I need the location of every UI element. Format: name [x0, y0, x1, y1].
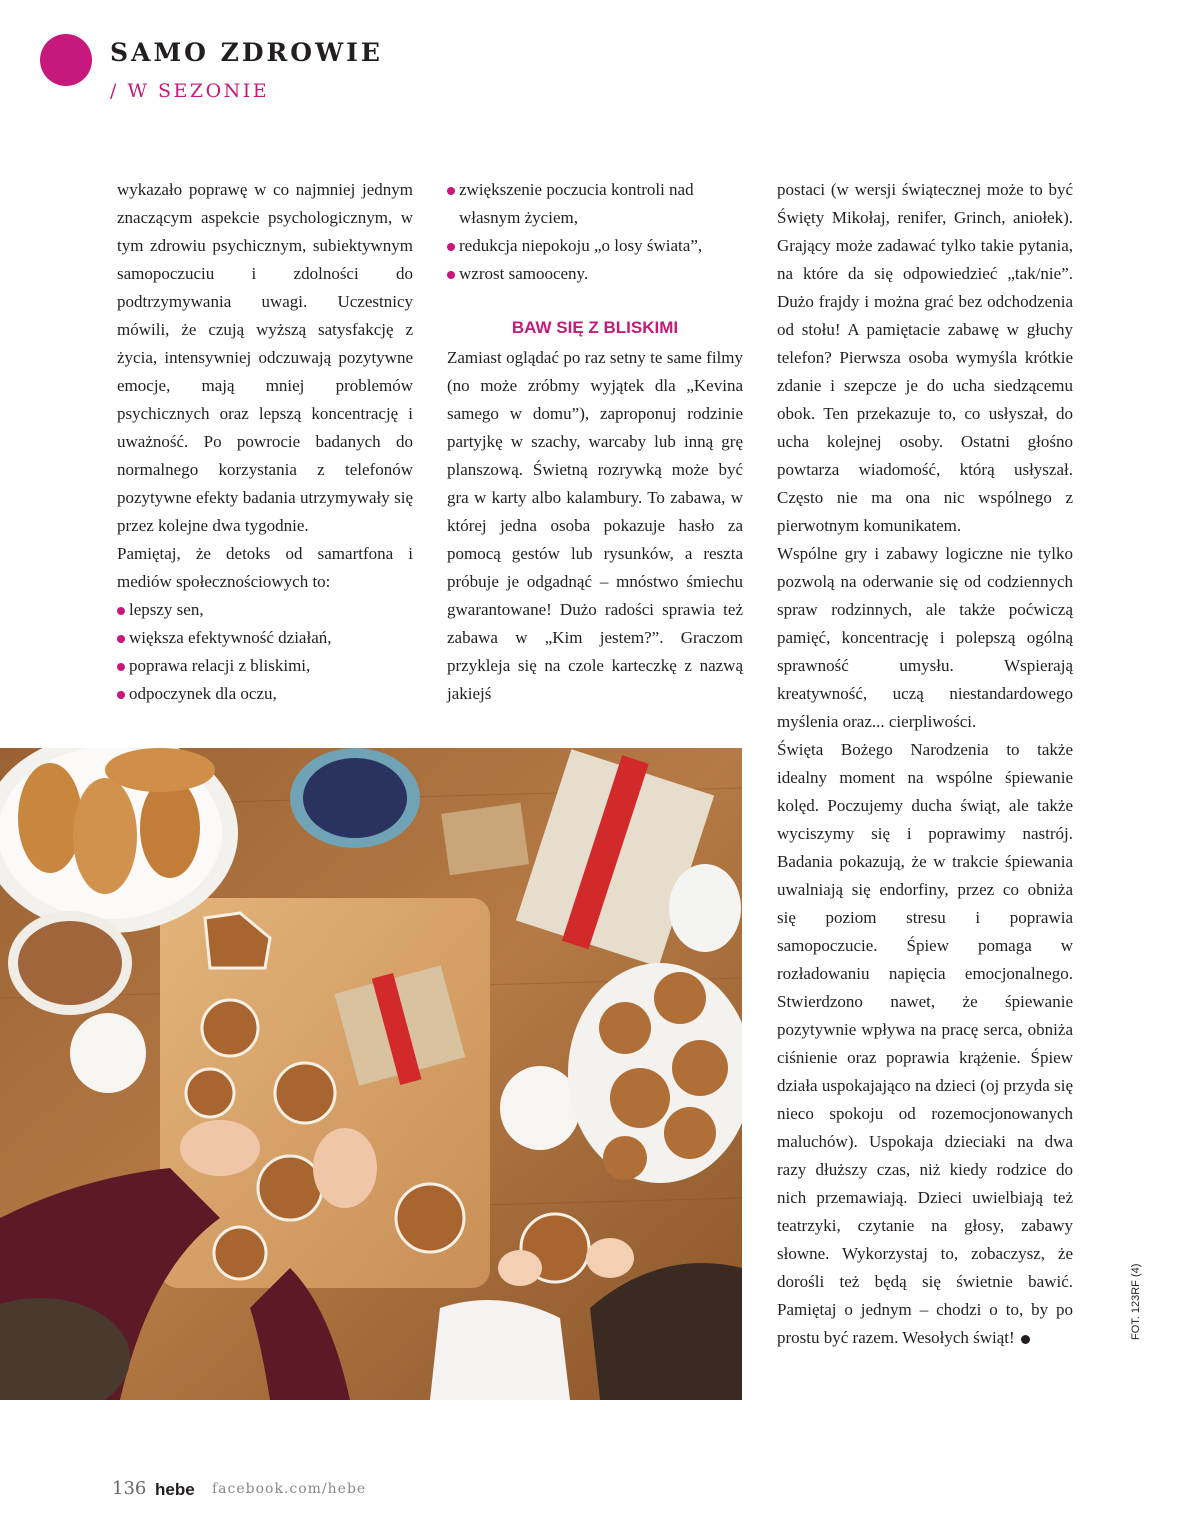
article-column-1: [117, 176, 413, 708]
paragraph: Zamiast oglądać po raz setny te same filmy (no może zróbmy wyjątek dla „Kevina samego w domu”), zaproponuj rodzinie partyjkę w szachy, warcaby lub inną grę planszową. Świetną rozrywką może być gra w karty albo kalambury. To zabawa, w której jedna osoba pokazuje hasło za pomocą gestów lub rysunków, a reszta próbuje je odgadnąć – mnóstwo śmiechu gwarantowane! Dużo radości sprawia też zabawa w „Kim jestem?”. Graczom przykleja się na czole karteczkę z nazwą jakiejś: [447, 348, 743, 703]
list-item: wzrost samooceny.: [447, 260, 743, 288]
paragraph: postaci (w wersji świątecznej może to być Święty Mikołaj, renifer, Grinch, aniołek). Grający może zadawać tylko takie pytania, na które da się odpowiedzieć „tak/nie”. Dużo frajdy i można grać bez odchodzenia od stołu! A pamiętacie zabawę w głuchy telefon? Pierwsza osoba wymyśla krótkie zdanie i szepcze je do ucha siedzącemu obok. Ten przekazuje to, co usłyszał, do ucha kolejnej osoby. Ostatni głośno powtarza wiadomość, którą usłyszał. Często nie ma ona nic wspólnego z pierwotnym komunikatem.: [777, 180, 1073, 535]
end-mark-icon: [1021, 1335, 1030, 1344]
paragraph: Wspólne gry i zabawy logiczne nie tylko pozwolą na oderwanie się od codziennych spraw rodzinnych, ale także poćwiczą pamięć, koncentrację i polepszą ogólną sprawność umysłu. Wspierają kreatywność, uczą niestandardowego myślenia oraz... cierpliwości.: [777, 544, 1073, 731]
bullet-list: [447, 176, 743, 288]
list-item: zwiększenie poczucia kontroli nad własnym życiem,: [447, 176, 743, 232]
list-item: większa efektywność działań,: [117, 624, 413, 652]
subheading: BAW SIĘ Z BLISKIMI: [511, 318, 679, 337]
bullet-list: [117, 596, 413, 708]
article-column-2: [447, 176, 743, 708]
paragraph: [777, 736, 1073, 1352]
paragraph-text: Święta Bożego Narodzenia to także idealny moment na wspólne śpiewanie kolęd. Poczujemy ducha świąt, ale także wyciszymy się i poprawimy nastrój. Badania pokazują, że w trakcie śpiewania uwalniają się endorfiny, przez co obniża się poziom stresu i poprawia samopoczucie. Śpiew pomaga w rozładowaniu napięcia emocjonalnego. Stwierdzono nawet, że śpiewanie pozytywnie wpływa na pracę serca, obniża ciśnienie oraz poprawia krążenie. Śpiew działa uspokajająco na dzieci (oj przyda się nieco spokoju od rozemocjonowanych maluchów). Uspokaja dzieciaki na dwa razy dłuższy czas, niż kiedy rodzice do nich przemawiają. Dzieci uwielbiają też teatrzyki, czytanie na głosy, zabawy słowne. Wykorzystaj to, zobaczysz, że dorośli też będą się świetnie bawić. Pamiętaj o jednym – chodzi o to, by po prostu być razem. Wesołych świąt!: [777, 740, 1073, 1347]
list-item: odpoczynek dla oczu,: [117, 680, 413, 708]
section-subtitle: / W SEZONIE: [110, 80, 270, 102]
photo-credit: FOT. 123RF (4): [1130, 1263, 1142, 1340]
list-item: poprawa relacji z bliskimi,: [117, 652, 413, 680]
paragraph: Pamiętaj, że detoks od samartfona i mediów społecznościowych to:: [117, 544, 413, 591]
article-column-3: [777, 176, 1073, 1352]
section-dot: [40, 34, 92, 86]
paragraph: wykazało poprawę w co najmniej jednym znaczącym aspekcie psychologicznym, w tym zdrowiu psychicznym, subiektywnym samopoczuciu i zdolności do podtrzymywania uwagi. Uczestnicy mówili, że czują wyższą satysfakcję z życia, intensywniej odczuwają pozytywne emocje, mają mniej problemów psychicznych oraz lepszą koncentrację i uważność. Po powrocie badanych do normalnego korzystania z telefonów pozytywne efekty badania utrzymywały się przez kolejne dwa tygodnie.: [117, 180, 413, 535]
list-item: redukcja niepokoju „o losy świata”,: [447, 232, 743, 260]
page-number: 136: [112, 1478, 147, 1499]
list-item: lepszy sen,: [117, 596, 413, 624]
christmas-baking-photo: [0, 748, 742, 1400]
section-title: SAMO ZDROWIE: [110, 38, 383, 67]
facebook-link[interactable]: facebook.com/hebe: [212, 1481, 367, 1497]
brand-logo: hebe: [155, 1480, 195, 1499]
